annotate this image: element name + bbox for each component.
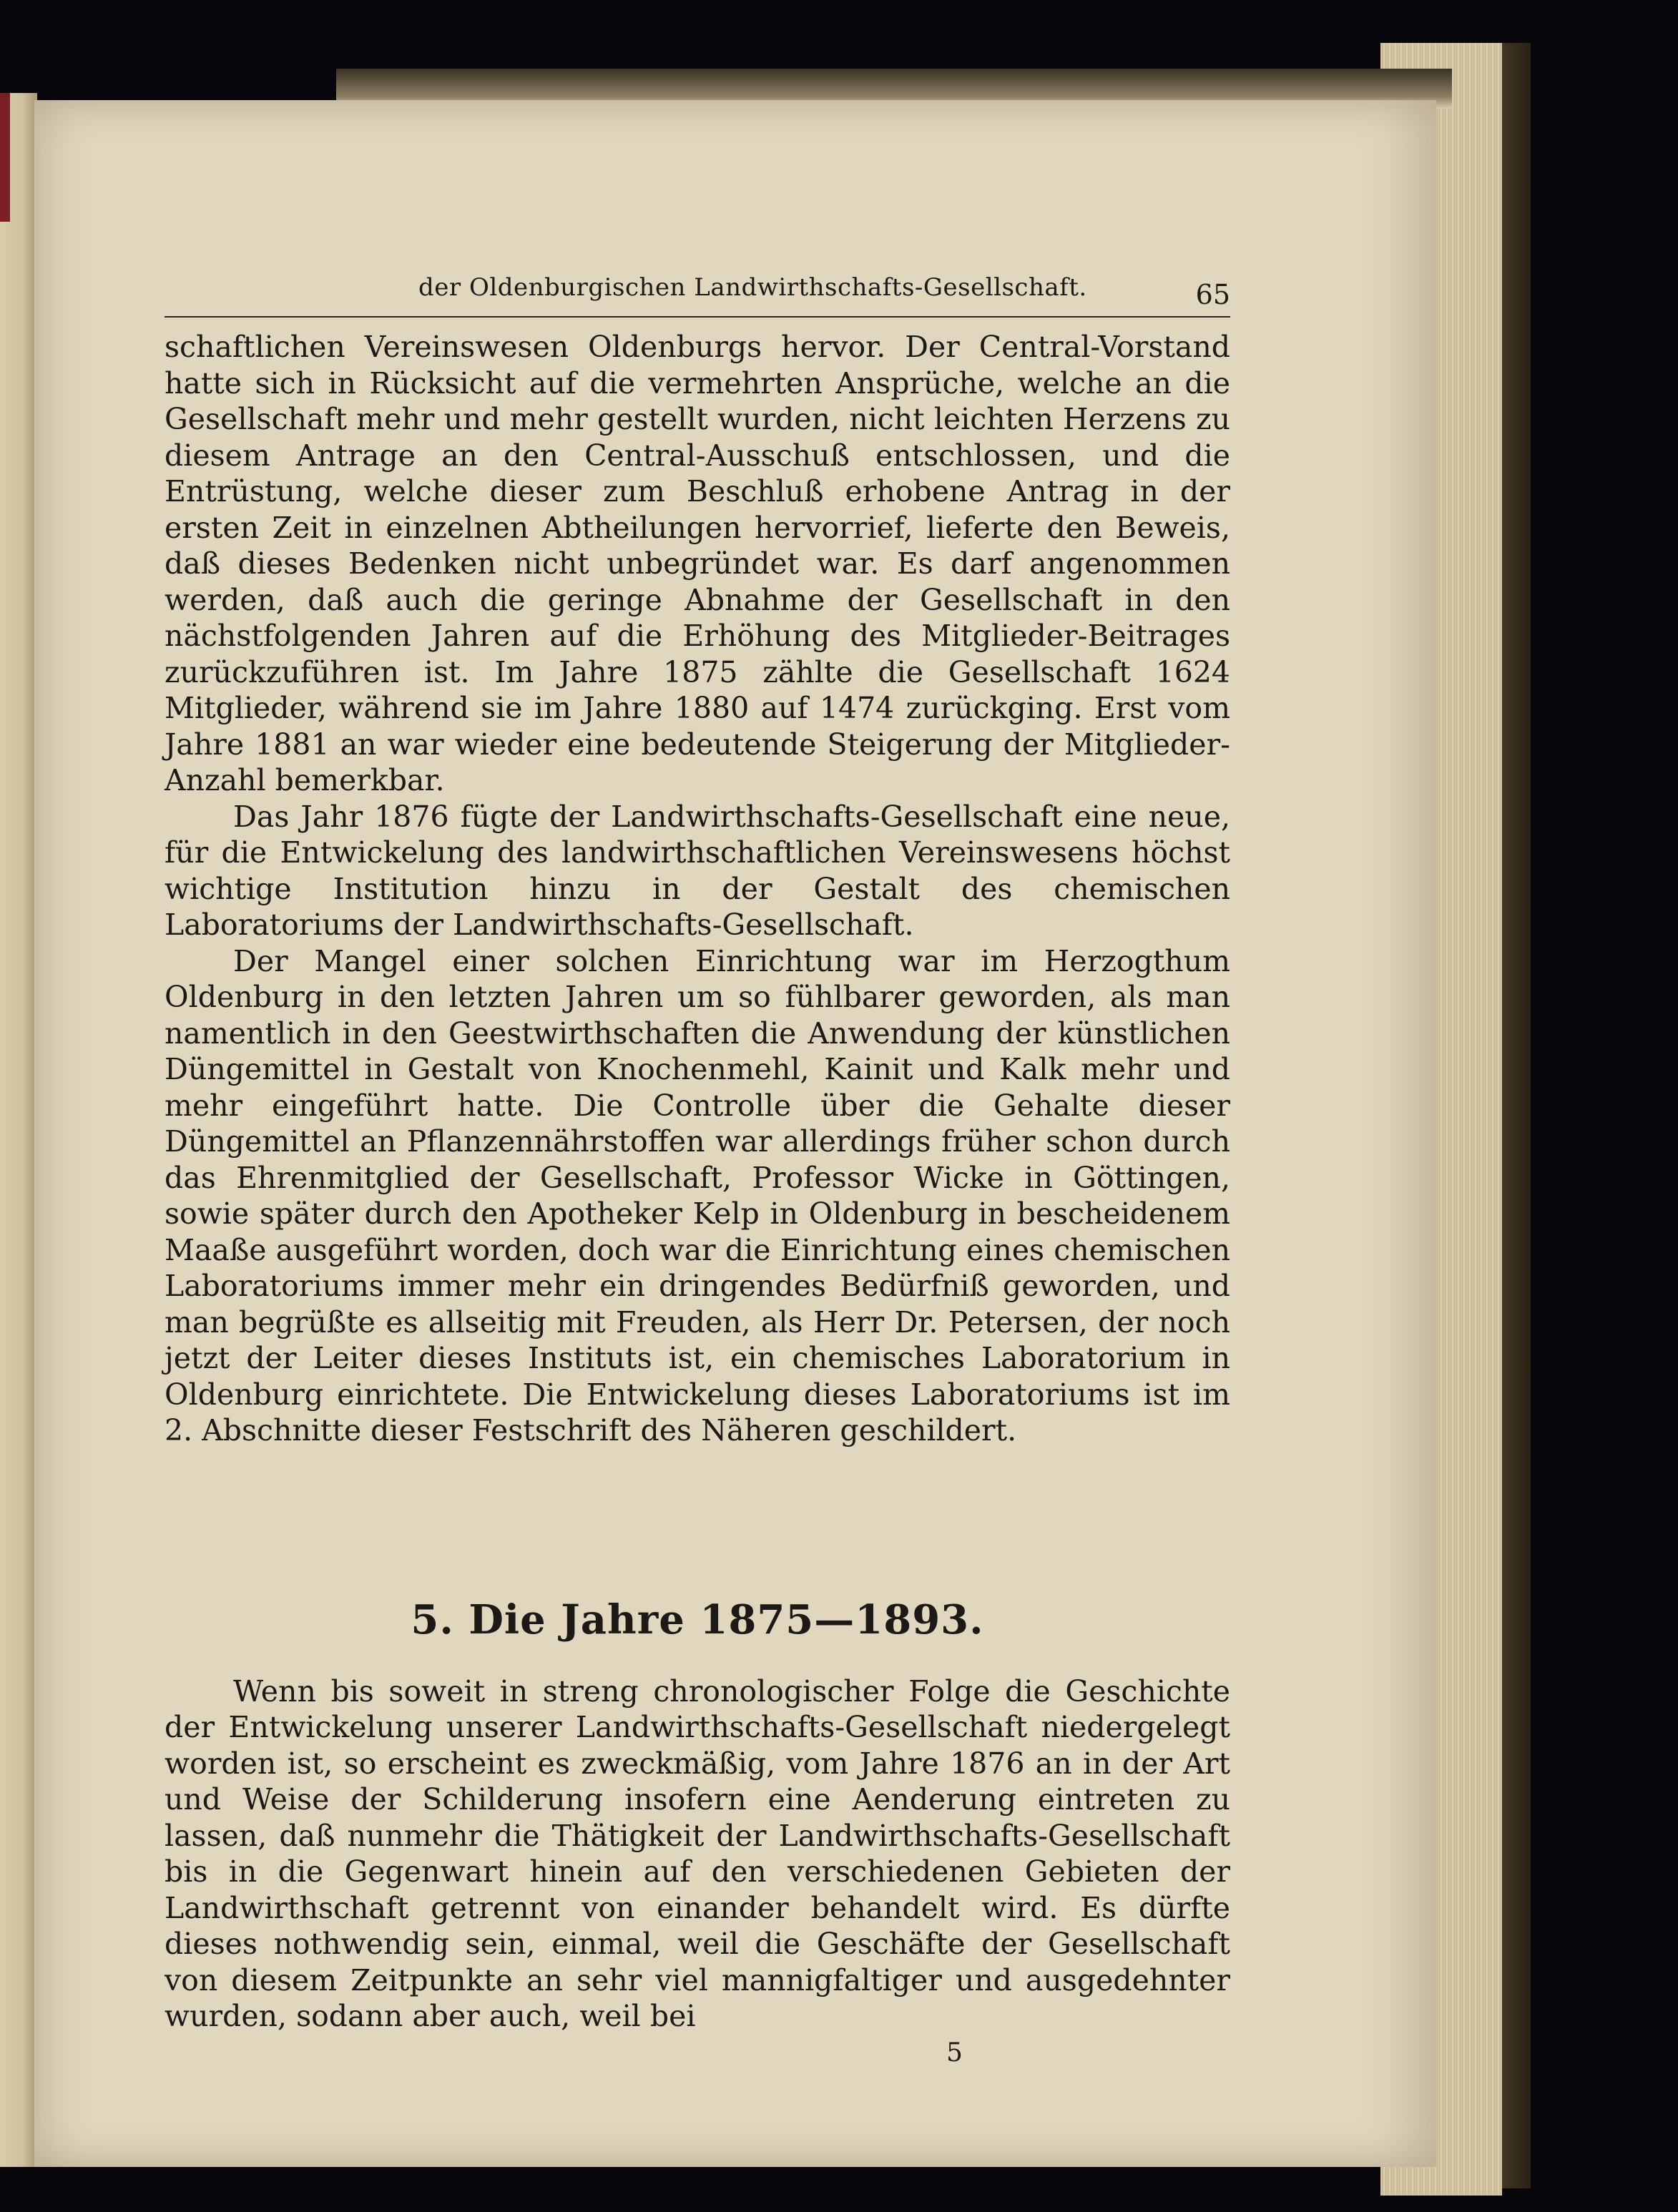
paragraph-1: schaftlichen Vereinswesen Oldenburgs hervor. Der Central-Vorstand hatte sich in Rücksicht auf die vermehrten Ansprüche, welche an die Gesellschaft mehr und mehr gestellt wurden, nicht leichten Herzens zu diesem Antrage an den Central-Ausschuß entschlossen, und die Entrüstung, welche dieser zum Beschluß erhobene Antrag in der ersten Zeit in einzelnen Abtheilungen hervorrief, lieferte den Beweis, daß dieses Bedenken nicht unbegründet war. Es darf angenommen werden, daß auch die geringe Abnahme der Gesellschaft in den nächstfolgenden Jahren auf die Erhöhung des Mitglieder-Beitrages zurückzuführen ist. Im Jahre 1875 zählte die Gesellschaft 1624 Mitglieder, während sie im Jahre 1880 auf 1474 zurückging. Erst vom Jahre 1881 an war wieder eine bedeutende Steigerung der Mitglieder-Anzahl bemerkbar. <box>165 330 1230 797</box>
paragraph-2: Das Jahr 1876 fügte der Landwirthschafts-Gesellschaft eine neue, für die Entwickelung des landwirthschaftlichen Vereinswesens höchst wichtige Institution hinzu in der Gestalt des chemischen Laboratoriums der Landwirthschafts-Gesellschaft. <box>165 799 1230 942</box>
page-body <box>165 266 1230 2035</box>
signature-mark: 5 <box>946 2038 963 2068</box>
running-title: der Oldenburgischen Landwirthschafts-Gesellschaft. <box>418 273 1087 302</box>
book-page <box>34 100 1436 2167</box>
paragraph-3: Der Mangel einer solchen Einrichtung war im Herzogthum Oldenburg in den letzten Jahren um so fühlbarer geworden, als man namentlich in den Geestwirthschaften die Anwendung der künstlichen Düngemittel in Gestalt von Knochenmehl, Kainit und Kalk mehr und mehr eingeführt hatte. Die Controlle über die Gehalte dieser Düngemittel an Pflanzennährstoffen war allerdings früher schon durch das Ehrenmitglied der Gesellschaft, Professor Wicke in Göttingen, sowie später durch den Apotheker Kelp in Oldenburg in bescheidenem Maaße ausgeführt worden, doch war die Einrichtung eines chemischen Laboratoriums immer mehr ein dringendes Bedürfniß geworden, und man begrüßte es allseitig mit Freuden, als Herr Dr. Petersen, der noch jetzt der Leiter dieses Instituts ist, ein chemisches Laboratorium in Oldenburg einrichtete. Die Entwickelung dieses Laboratoriums ist im 2. Abschnitte dieser Festschrift des Näheren geschildert. <box>165 943 1230 1447</box>
section-heading: 5. Die Jahre 1875—1893. <box>411 1596 984 1643</box>
binding-spine <box>0 93 10 222</box>
section-paragraph: Wenn bis soweit in streng chronologischer Folge die Geschichte der Entwickelung unserer Landwirthschafts-Gesellschaft niedergelegt worden ist, so erscheint es zweckmäßig, vom Jahre 1876 an in der Art und Weise der Schilderung insofern eine Aenderung eintreten zu lassen, daß nunmehr die Thätigkeit der Landwirthschafts-Gesellschaft bis in die Gegenwart hinein auf den verschiedenen Gebieten der Landwirthschaft getrennt von einander behandelt wird. Es dürfte dieses nothwendig sein, einmal, weil die Geschäfte der Gesellschaft von diesem Zeitpunkte an sehr viel mannigfaltiger und ausgedehnter wurden, sodann aber auch, weil bei <box>165 1673 1230 2033</box>
page-number: 65 <box>1195 279 1230 310</box>
previous-page-edge <box>0 93 37 2167</box>
running-head <box>165 266 1230 318</box>
